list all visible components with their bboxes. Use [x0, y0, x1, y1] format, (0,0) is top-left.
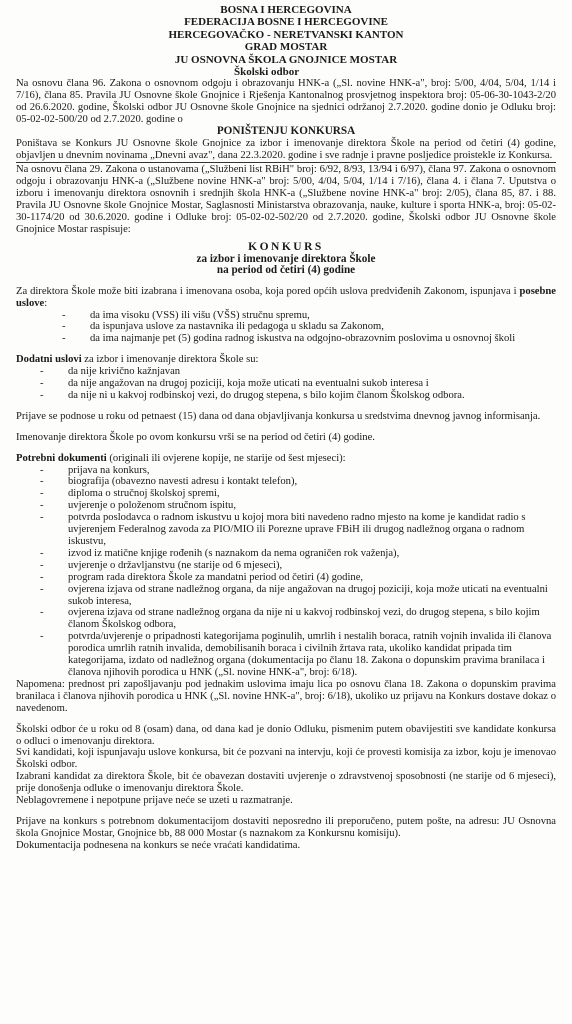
list-item: - izvod iz matične knjige rođenih (s naznakom da nema ograničen rok važenja),: [68, 548, 556, 560]
cancellation-heading: PONIŠTENJU KONKURSA: [216, 125, 356, 138]
list-item: - ovjerena izjava od strane nadležnog organa da nije ni u kakvoj rodbinskoj vezi, do drugog stepena, s bilo kojim članom Školskog odbora,: [68, 607, 556, 631]
list-item: - potvrda/uvjerenje o pripadnosti kategorijama poginulih, umrlih i nestalih boraca, ratnih vojnih invalida ili članova porodica umrlih ratnih invalida, demobilisanih boraca i civilnih žrtava rata, ukoliko kandidat pripada tim kategorijama, izdato od nadležnog organa (dokumentacija po članu 18. Zakona o dopunskim pravima branilaca i članova njihovih porodica u HNK („Sl. novine HNK-a", broj: 6/18).: [68, 631, 556, 679]
list-item: - diploma o stručnoj školskoj spremi,: [68, 488, 556, 500]
closing-late-applications: Neblagovremene i nepotpune prijave neće se uzeti u razmatranje.: [16, 795, 293, 807]
list-item: - da ima najmanje pet (5) godina radnog iskustva na odgojno-obrazovnim poslovima u osnovnoj školi: [90, 333, 556, 345]
additional-conditions-list: [16, 366, 556, 402]
eligibility-special-label: posebne uslove: [16, 285, 556, 309]
header-country: BOSNA I HERCEGOVINA: [220, 4, 352, 16]
documents-rest: (originali ili ovjerene kopije, ne starije od šest mjeseci):: [106, 452, 346, 464]
list-item: - da ima visoku (VSS) ili višu (VŠS) stručnu spremu,: [90, 310, 556, 322]
eligibility-intro: [16, 286, 556, 310]
additional-conditions-intro: [16, 354, 556, 366]
header-canton: HERCEGOVAČKO - NERETVANSKI KANTON: [168, 28, 404, 41]
submission-address: Prijave na konkurs s potrebnom dokumentacijom dostaviti neposredno ili preporučeno, putem pošte, na adresu: JU Osnovna škola Gnojnice Mostar, Gnojnice bb, 88 000 Mostar (s naznakom za Konkursnu komisiju).: [16, 815, 556, 839]
documents-label: Potrebni dokumenti: [16, 452, 107, 464]
term-paragraph: Imenovanje direktora Škole po ovom konkursu vrši se na period od četiri (4) godine.: [16, 431, 375, 443]
additional-label: Dodatni uslovi: [16, 354, 82, 366]
deadline-paragraph: Prijave se podnose u roku od petnaest (15) dana od dana objavljivanja konkursa u sredstvima dnevnog javnog informisanja.: [16, 410, 541, 422]
cancellation-text: Poništava se Konkurs JU Osnovne škole Gnojnice za izbor i imenovanje direktora Škole na period od četiri (4) godine, objavljen u dnevnim novinama „Dnevni avaz", dana 22.3.2020. godine i sve radnje i pravne posljedice proistekle iz Konkursa.: [16, 137, 556, 161]
list-item: - prijava na konkurs,: [68, 465, 556, 477]
header-board: Školski odbor: [234, 66, 300, 79]
eligibility-colon: :: [44, 297, 48, 309]
list-item: - biografija (obavezno navesti adresu i kontakt telefon),: [68, 476, 556, 488]
list-item: - da ispunjava uslove za nastavnika ili pedagoga u skladu sa Zakonom,: [90, 321, 556, 333]
konkurs-subtitle-2: na period od četiri (4) godine: [216, 264, 356, 277]
note-paragraph: Napomena: prednost pri zapošljavanju pod jednakim uslovima imaju lica po osnovu člana 18. Zakona o dopunskim pravima branilaca i članova njihovih porodica u HNK („Sl. novine HNK-a", broj: 6/18), ukoliko uz prijavu na Konkurs dostave dokaz o navedenom.: [16, 678, 556, 714]
closing-health-certificate: Izabrani kandidat za direktora Škole, bit će obavezan dostaviti uvjerenje o zdravstvenoj sposobnosti (ne starije od 6 mjeseci), prije donošenja odluke o imenovanju direktora Škole.: [16, 771, 556, 795]
special-conditions-list: [16, 310, 556, 346]
list-item: - da nije krivično kažnjavan: [68, 366, 556, 378]
documents-not-returned: Dokumentacija podnesena na konkurs se neće vraćati kandidatima.: [16, 839, 301, 851]
additional-rest: za izbor i imenovanje direktora Škole su:: [81, 354, 259, 366]
list-item: - program rada direktora Škole za mandatni period od četiri (4) godine,: [68, 572, 556, 584]
konkurs-preamble: Na osnovu člana 29. Zakona o ustanovama („Službeni list RBiH" broj: 6/92, 8/93, 13/94 i 6/97), člana 97. Zakona o osnovnom odgoju i obrazovanju HNK-a („Službene novine HNK-a" broj: 5/00, 4/04, 5/04, 1/14 i 7/16), člana 4. i člana 7. Uputstva o izboru i imenovanju direktora osnovnih i srednjih škola HNK-a („Službene novine HNK-a" broj: 2/05), člana 85, 87. i 88. Pravila JU Osnovne škole Gnojnice Mostar, Saglasnosti Ministarstva obrazovanja, nauke, kulture i sporta HNK-a, broj: 05-02-30-1174/20 od 30.6.2020. godine i Odluke broj: 05-02-02-502/20 od 2.7.2020. godine, Školski odbor JU Osnovne škole Gnojnice Mostar raspisuje:: [16, 164, 556, 235]
list-item: - da nije angažovan na drugoj poziciji, koja može uticati na eventualni sukob interesa i: [68, 378, 556, 390]
documents-intro: [16, 453, 556, 465]
list-item: - uvjerenje o državljanstvu (ne starije od 6 mjeseci),: [68, 560, 556, 572]
list-item: - da nije ni u kakvoj rodbinskoj vezi, do drugog stepena, s bilo kojim članom Školskog odbora.: [68, 390, 556, 402]
documents-list: [16, 465, 556, 679]
list-item: - ovjerena izjava od strane nadležnog organa, da nije angažovan na drugoj poziciji, koja može uticati na eventualni sukob interesa,: [68, 584, 556, 608]
eligibility-intro-text: Za direktora Škole može biti izabrana i imenovana osoba, koja pored općih uslova predviđenih Zakonom, ispunjava i: [16, 285, 520, 297]
letterhead: [16, 4, 556, 78]
closing-notification: Školski odbor će u roku od 8 (osam) dana, od dana kad je donio Odluku, pismenim putem obavijestiti sve kandidate konkursa o odluci o imenovanju direktora.: [16, 723, 556, 747]
konkurs-subtitle-1: za izbor i imenovanje direktora Škole: [196, 252, 376, 265]
header-city: GRAD MOSTAR: [244, 41, 328, 54]
closing-interview: Svi kandidati, koji ispunjavaju uslove konkursa, bit će pozvani na intervju, koji će provesti komisija za izbor, koju je imenovao Školski odbor.: [16, 747, 556, 771]
cancellation-preamble: Na osnovu člana 96. Zakona o osnovnom odgoju i obrazovanju HNK-a („Sl. novine HNK-a", broj: 5/00, 4/04, 5/04, 1/14 i 7/16), člana 85. Pravila JU Osnovne škole Gnojnice i Rješenja Kantonalnog prosvjetnog inspektora broj: 05-06-30-1043-2/20 od 26.6.2020. godine, Školski odbor JU Osnovne škole Gnojnice na sjednici održanoj 2.7.2020. godine donio je Odluku broj: 05-02-02-500/20 od 2.7.2020. godine o: [16, 78, 556, 126]
header-school: JU OSNOVNA ŠKOLA GNOJNICE MOSTAR: [174, 53, 398, 66]
konkurs-heading: KONKURS: [248, 240, 324, 253]
list-item: - potvrda poslodavca o radnom iskustvu u kojoj mora biti navedeno radno mjesto na kome je kandidat radio s uvjerenjem Federalnog zavoda za PIO/MIO ili Porezne uprave FBiH ili drugog nadležnog organa o radnom iskustvu,: [68, 512, 556, 548]
list-item: - uvjerenje o položenom stručnom ispitu,: [68, 500, 556, 512]
header-federation: FEDERACIJA BOSNE I HERCEGOVINE: [184, 16, 388, 29]
section-divider: [16, 162, 556, 163]
